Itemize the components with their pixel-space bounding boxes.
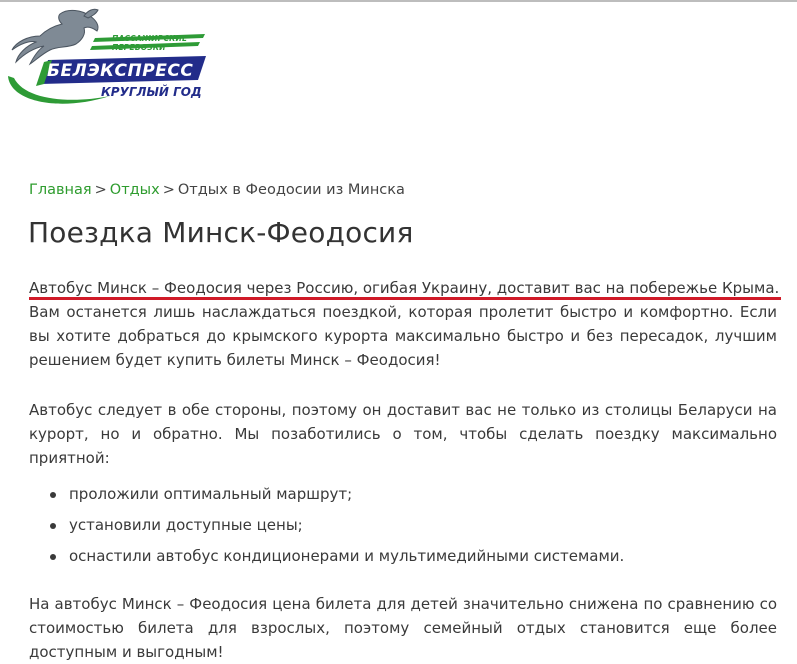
list-item: [29, 513, 777, 544]
lead-line-text: Автобус Минск – Феодосия через Россию, огибая Украину, доставит вас на побережье Крыма.: [29, 279, 780, 297]
breadcrumb-home-link[interactable]: Главная: [29, 182, 92, 198]
breadcrumb-rest-link[interactable]: Отдых: [109, 182, 160, 198]
list-item: [29, 544, 777, 575]
logo-brand-name: БЕЛЭКСПРЕСС: [47, 61, 194, 81]
paragraph-direction: Автобус следует в обе стороны, поэтому он доставит вас не только из столицы Беларуси на курорт, но и обратно. Мы позаботились о том, чтобы сделать поездку максимально приятной:: [29, 401, 777, 467]
article-body: [29, 276, 780, 664]
list-item: [29, 482, 777, 513]
red-underline-mark: [29, 297, 781, 300]
bullet-icon: [50, 554, 56, 560]
benefits-list: [29, 482, 777, 575]
site-logo[interactable]: [0, 4, 215, 106]
lead-highlighted-line: [29, 276, 780, 300]
horse-icon: [12, 9, 98, 64]
top-divider: [0, 0, 797, 2]
lead-rest-text: Вам останется лишь наслаждаться поездкой, которая пролетит быстро и комфортно. Если вы хотите добраться до крымского курорта максимально быстро и без пересадок, лучшим решением будет купить билеты Минск – Феодосия!: [29, 303, 777, 369]
page-title: Поездка Минск-Феодосия: [28, 216, 414, 249]
lead-paragraph: [29, 276, 780, 372]
bullet-icon: [50, 492, 56, 498]
bullet-icon: [50, 523, 56, 529]
breadcrumb-separator: >: [94, 182, 107, 198]
list-item-text: проложили оптимальный маршрут;: [69, 485, 353, 503]
breadcrumb-separator: >: [162, 182, 175, 198]
list-item-text: оснастили автобус кондиционерами и мультимедийными системами.: [69, 547, 625, 565]
logo-tagline: ПАССАЖИРСКИЕ ПЕРЕВОЗКИ: [112, 34, 188, 52]
paragraph-children-price: На автобус Минск – Феодосия цена билета для детей значительно снижена по сравнению со стоимостью билета для взрослых, поэтому семейный отдых становится еще более доступным и выгодным!: [29, 595, 777, 661]
list-item-text: установили доступные цены;: [69, 516, 303, 534]
logo-subtitle: КРУГЛЫЙ ГОД: [101, 85, 202, 99]
breadcrumb-current: Отдых в Феодосии из Минска: [177, 182, 405, 198]
breadcrumb: [29, 182, 405, 198]
